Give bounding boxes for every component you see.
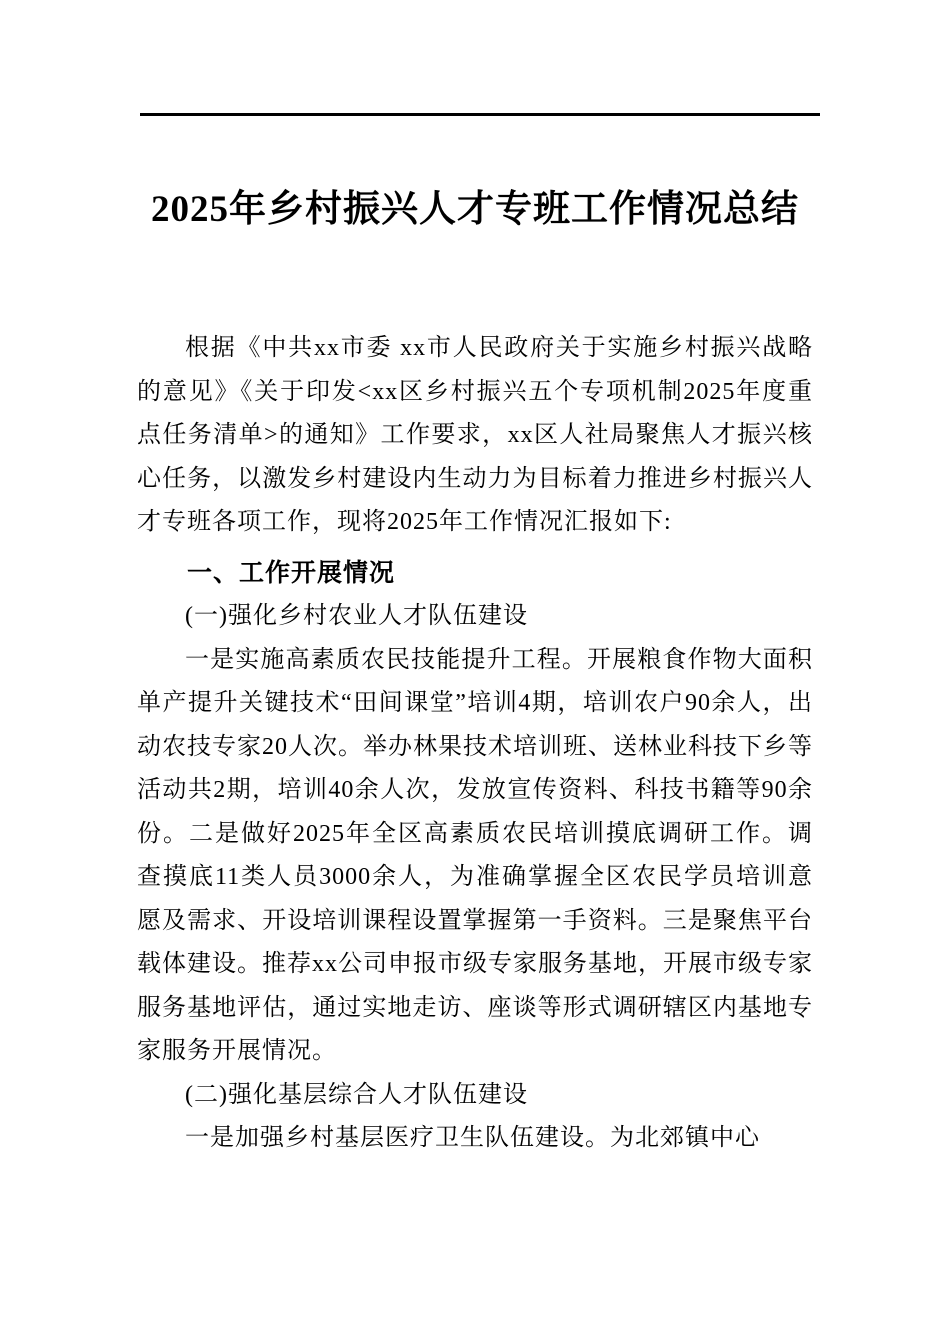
paragraph-grassroots-talent: 一是加强乡村基层医疗卫生队伍建设。为北郊镇中心	[185, 1125, 760, 1151]
section-heading-1: 一、工作开展情况	[187, 558, 396, 587]
document-body	[137, 327, 813, 1161]
document-title: 2025年乡村振兴人才专班工作情况总结	[151, 189, 799, 230]
paragraph-agriculture-talent: 一是实施高素质农民技能提升工程。开展粮食作物大面积单产提升关键技术“田间课堂”培训4期，培训农户90余人，出动农技专家20人次。举办林果技术培训班、送林业科技下乡等活动共2期，培训40余人次，发放宣传资料、科技书籍等90余份。二是做好2025年全区高素质农民培训摸底调研工作。调查摸底11类人员3000余人，为准确掌握全区农民学员培训意愿及需求、开设培训课程设置掌握第一手资料。三是聚焦平台载体建设。推荐xx公司申报市级专家服务基地，开展市级专家服务基地评估，通过实地走访、座谈等形式调研辖区内基地专家服务开展情况。	[137, 646, 813, 1064]
subsection-heading-2: (二)强化基层综合人才队伍建设	[185, 1081, 528, 1108]
subsection-heading-1: (一)强化乡村农业人才队伍建设	[185, 603, 528, 629]
header-divider	[140, 113, 820, 116]
intro-paragraph: 根据《中共xx市委 xx市人民政府关于实施乡村振兴战略的意见》《关于印发<xx区乡村振兴五个专项机制2025年度重点任务清单>的通知》工作要求，xx区人社局聚焦人才振兴核心任务，以激发乡村建设内生动力为目标着力推进乡村振兴人才专班各项工作，现将2025年工作情况汇报如下:	[137, 335, 813, 535]
